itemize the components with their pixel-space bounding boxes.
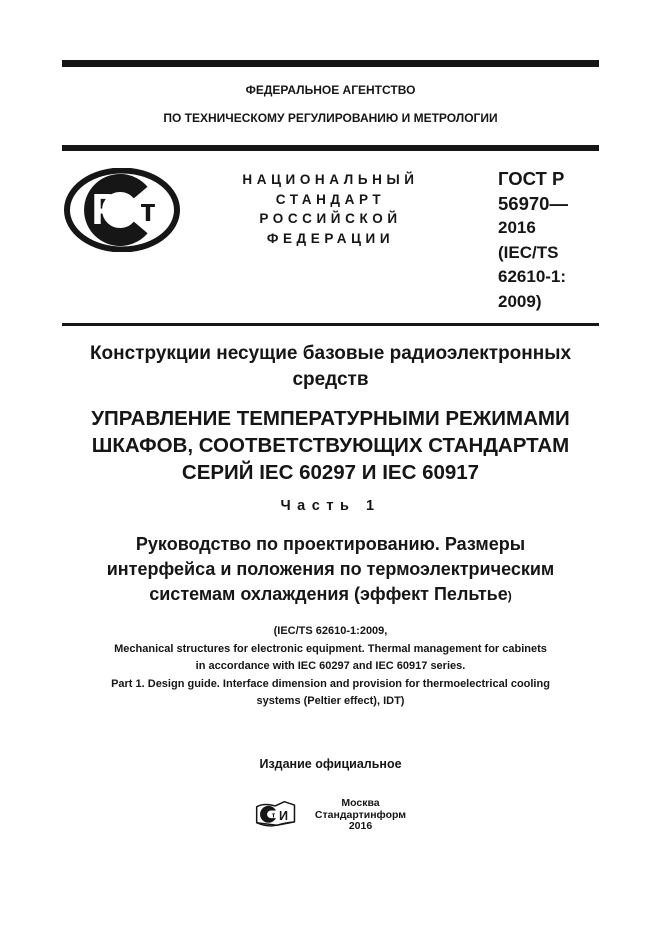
part-label: Часть 1: [280, 498, 381, 514]
publisher-year: 2016: [348, 820, 373, 833]
publisher-imprint: [315, 798, 406, 833]
national-standard-line-4: ФЕДЕРАЦИИ: [266, 230, 395, 246]
rst-letter-t: т: [140, 192, 156, 228]
page-content: [62, 0, 599, 834]
english-line-3: in accordance with IEC 60297 and IEC 60917 series.: [195, 660, 466, 672]
national-standard-label: [122, 170, 539, 248]
si-letter-i: И: [278, 808, 289, 823]
main-title-line-2: ШКАФОВ, СООТВЕТСТВУЮЩИХ СТАНДАРТАМ: [91, 434, 570, 457]
subtitle-line-3-text: системам охлаждения (эффект Пельтье: [149, 584, 508, 604]
english-reference-title: [62, 623, 599, 711]
standard-group-title: [62, 341, 599, 393]
agency-header: [62, 67, 599, 145]
designation-line-3: 2016: [498, 218, 536, 237]
standard-designation: [498, 167, 568, 314]
subtitle-line-2: интерфейса и положения по термоэлектрическим: [106, 559, 555, 579]
national-standard-line-3: РОССИЙСКОЙ: [259, 211, 402, 226]
publisher-name: Стандартинформ: [314, 808, 407, 821]
group-title-line-2: средств: [292, 369, 369, 390]
top-rule: [62, 60, 599, 67]
rst-letter-r: Р: [91, 185, 121, 234]
main-title-line-1: УПРАВЛЕНИЕ ТЕМПЕРАТУРНЫМИ РЕЖИМАМИ: [91, 407, 570, 430]
english-line-5: systems (Peltier effect), IDT): [256, 695, 405, 707]
designation-line-4: (IEC/TS: [498, 242, 559, 262]
designation-line-1: ГОСТ Р: [498, 168, 565, 189]
designation-line-5: 62610-1:: [498, 267, 567, 286]
national-standard-line-2: СТАНДАРТ: [275, 191, 386, 207]
subtitle-line-1: Руководство по проектированию. Размеры: [135, 534, 526, 554]
designation-line-6: 2009): [498, 291, 542, 311]
main-title-line-3: СЕРИЙ IEC 60297 И IEC 60917: [181, 461, 480, 484]
english-line-4: Part 1. Design guide. Interface dimension and provision for thermoelectrical cooling: [111, 677, 550, 690]
band-divider-rule: [62, 323, 599, 326]
standard-identity-band: [62, 151, 599, 323]
subtitle-line-3: [62, 582, 599, 609]
si-letter-t: т: [271, 810, 276, 820]
designation-line-2: 56970—: [498, 192, 568, 214]
group-title-line-1: Конструкции несущие базовые радиоэлектронных: [89, 343, 572, 364]
publisher-block: [62, 798, 599, 834]
agency-line-1: ФЕДЕРАЛЬНОЕ АГЕНТСТВО: [245, 83, 416, 97]
standard-main-title: [62, 405, 599, 486]
english-line-1: (IEC/TS 62610-1:2009,: [273, 625, 388, 637]
national-standard-line-1: НАЦИОНАЛЬНЫЙ: [242, 172, 419, 187]
standartinform-logo-icon: [255, 798, 297, 834]
standard-subtitle: [62, 532, 599, 609]
subtitle-closing-paren: ): [507, 589, 512, 603]
english-line-2: Mechanical structures for electronic equipment. Thermal management for cabinets: [114, 642, 547, 655]
official-edition-label: Издание официальное: [259, 756, 402, 771]
publisher-city: Москва: [341, 797, 380, 810]
agency-line-2: ПО ТЕХНИЧЕСКОМУ РЕГУЛИРОВАНИЮ И МЕТРОЛОГИИ: [163, 111, 498, 125]
